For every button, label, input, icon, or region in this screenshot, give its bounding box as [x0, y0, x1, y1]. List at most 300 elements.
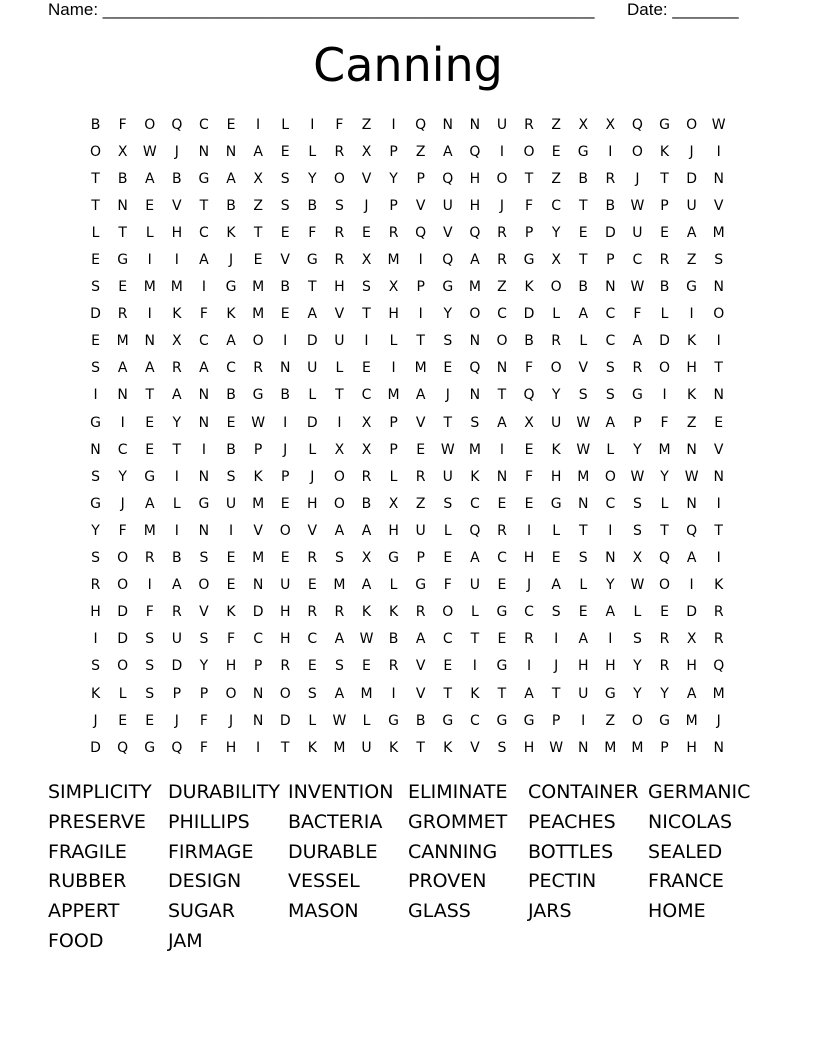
grid-letter: Q	[523, 387, 535, 404]
grid-letter: D	[90, 306, 101, 323]
grid-letter: T	[91, 170, 100, 187]
word-bank-item: SUGAR	[168, 900, 235, 923]
grid-letter: Z	[551, 116, 561, 133]
grid-letter: N	[713, 468, 724, 485]
grid-letter: T	[443, 685, 453, 702]
grid-letter: Q	[117, 739, 129, 756]
grid-letter: I	[93, 631, 98, 648]
grid-letter: B	[307, 197, 318, 214]
grid-letter: T	[443, 414, 453, 431]
grid-letter: F	[660, 414, 669, 431]
grid-letter: A	[172, 577, 182, 594]
grid-letter: R	[497, 522, 507, 539]
grid-letter: K	[687, 333, 697, 350]
grid-letter: G	[496, 658, 508, 675]
grid-letter: T	[308, 279, 317, 296]
grid-letter: T	[118, 224, 127, 241]
grid-letter: E	[91, 252, 100, 269]
grid-letter: L	[308, 712, 317, 729]
grid-letter: I	[364, 333, 369, 350]
grid-letter: G	[659, 712, 670, 729]
grid-letter: B	[659, 279, 670, 296]
grid-letter: S	[91, 279, 100, 296]
grid-letter: V	[415, 685, 426, 702]
letter-grid	[82, 111, 732, 761]
grid-letter: G	[415, 577, 427, 594]
grid-letter: E	[145, 712, 155, 729]
grid-letter: T	[416, 739, 425, 756]
grid-letter: R	[659, 252, 670, 269]
grid-letter: T	[497, 685, 507, 702]
grid-letter: G	[388, 712, 399, 729]
grid-letter: M	[252, 550, 265, 567]
grid-letter: N	[279, 360, 291, 377]
grid-letter: B	[280, 279, 290, 296]
grid-letter: J	[445, 387, 450, 404]
grid-letter: Z	[415, 143, 426, 160]
grid-letter: P	[416, 170, 425, 187]
grid-letter: F	[633, 306, 642, 323]
grid-letter: R	[307, 604, 318, 621]
grid-letter: I	[716, 495, 721, 512]
grid-letter: M	[387, 387, 400, 404]
grid-letter: R	[334, 252, 345, 269]
grid-letter: I	[608, 143, 613, 160]
grid-letter: I	[472, 658, 477, 675]
word-bank-item: PROVEN	[408, 870, 487, 893]
grid-letter: P	[253, 441, 263, 458]
grid-letter: P	[524, 224, 534, 241]
grid-letter: G	[90, 495, 101, 512]
word-bank-item: PHILLIPS	[168, 810, 250, 833]
grid-letter: P	[416, 550, 425, 567]
grid-letter: L	[172, 495, 181, 512]
grid-letter: A	[470, 252, 480, 269]
grid-letter: E	[118, 279, 128, 296]
grid-letter: V	[307, 522, 318, 539]
grid-letter: A	[334, 522, 345, 539]
grid-letter: X	[253, 170, 263, 187]
grid-letter: H	[334, 279, 345, 296]
grid-letter: A	[497, 414, 507, 431]
grid-letter: V	[415, 414, 426, 431]
grid-letter: E	[443, 550, 453, 567]
grid-letter: E	[714, 414, 724, 431]
grid-letter: C	[632, 252, 643, 269]
grid-letter: G	[550, 495, 562, 512]
grid-letter: T	[199, 197, 209, 214]
grid-letter: K	[172, 306, 182, 323]
grid-letter: R	[171, 604, 182, 621]
grid-letter: A	[144, 360, 155, 377]
grid-letter: H	[307, 495, 318, 512]
grid-letter: O	[252, 333, 264, 350]
grid-letter: T	[578, 252, 588, 269]
grid-letter: N	[252, 712, 264, 729]
grid-letter: W	[630, 577, 645, 594]
grid-letter: O	[442, 604, 454, 621]
grid-letter: W	[684, 468, 699, 485]
grid-letter: Q	[415, 116, 427, 133]
grid-letter: I	[147, 306, 152, 323]
grid-letter: I	[554, 631, 559, 648]
word-bank-item: JARS	[528, 900, 572, 923]
grid-letter: A	[686, 685, 697, 702]
grid-letter: E	[145, 414, 155, 431]
grid-letter: Q	[469, 522, 481, 539]
grid-letter: E	[145, 441, 155, 458]
grid-letter: R	[632, 360, 643, 377]
grid-letter: Q	[631, 116, 643, 133]
grid-letter: M	[143, 279, 156, 296]
grid-letter: N	[117, 197, 128, 214]
grid-letter: X	[632, 550, 643, 567]
grid-letter: K	[361, 604, 372, 621]
grid-letter: X	[551, 252, 561, 269]
grid-letter: I	[662, 387, 667, 404]
grid-letter: L	[308, 441, 317, 458]
grid-letter: J	[174, 143, 179, 160]
grid-letter: G	[225, 279, 237, 296]
grid-letter: E	[497, 495, 507, 512]
grid-letter: T	[280, 739, 290, 756]
grid-letter: H	[225, 739, 237, 756]
grid-letter: N	[252, 685, 264, 702]
grid-letter: B	[226, 441, 236, 458]
grid-letter: V	[713, 441, 724, 458]
grid-letter: F	[525, 197, 534, 214]
grid-letter: R	[713, 604, 724, 621]
grid-letter: O	[713, 306, 725, 323]
grid-letter: I	[201, 279, 206, 296]
grid-letter: U	[334, 333, 345, 350]
grid-letter: J	[499, 197, 505, 214]
grid-letter: E	[253, 252, 263, 269]
grid-letter: L	[308, 387, 317, 404]
grid-letter: C	[117, 441, 128, 458]
grid-letter: B	[172, 170, 182, 187]
grid-letter: Z	[605, 712, 616, 729]
grid-letter: E	[307, 658, 317, 675]
grid-letter: W	[142, 143, 157, 160]
grid-letter: I	[608, 631, 613, 648]
grid-letter: I	[283, 333, 288, 350]
grid-letter: D	[306, 333, 318, 350]
grid-letter: S	[714, 252, 724, 269]
grid-letter: L	[335, 360, 344, 377]
grid-letter: D	[279, 712, 291, 729]
grid-letter: H	[523, 739, 535, 756]
grid-letter: Y	[633, 685, 642, 702]
grid-letter: M	[468, 441, 481, 458]
grid-letter: I	[716, 550, 721, 567]
grid-letter: P	[416, 279, 425, 296]
grid-letter: G	[523, 712, 535, 729]
grid-letter: A	[144, 495, 155, 512]
grid-letter: M	[468, 279, 481, 296]
grid-letter: S	[497, 739, 507, 756]
grid-letter: N	[198, 468, 210, 485]
grid-letter: V	[415, 658, 426, 675]
name-field-label: Name: ____________________________________________________	[48, 0, 595, 19]
grid-letter: I	[174, 252, 179, 269]
grid-letter: C	[226, 360, 236, 377]
grid-letter: C	[605, 306, 616, 323]
grid-letter: E	[551, 143, 561, 160]
grid-letter: P	[253, 658, 263, 675]
grid-letter: E	[226, 577, 236, 594]
grid-letter: L	[443, 522, 452, 539]
word-bank-item: HOME	[648, 900, 706, 923]
grid-letter: I	[120, 414, 125, 431]
grid-letter: T	[714, 522, 723, 539]
grid-letter: R	[605, 170, 616, 187]
grid-letter: P	[551, 712, 561, 729]
grid-letter: S	[334, 197, 344, 214]
grid-letter: S	[605, 360, 615, 377]
grid-letter: K	[470, 685, 480, 702]
grid-letter: A	[605, 414, 616, 431]
grid-letter: N	[469, 387, 481, 404]
grid-letter: G	[604, 685, 616, 702]
grid-letter: S	[443, 495, 453, 512]
grid-letter: P	[389, 441, 398, 458]
grid-letter: Z	[551, 170, 561, 187]
grid-letter: Q	[713, 658, 725, 675]
grid-letter: S	[605, 387, 615, 404]
grid-letter: C	[442, 631, 453, 648]
grid-letter: X	[361, 441, 372, 458]
grid-letter: P	[606, 252, 615, 269]
grid-letter: E	[443, 360, 453, 377]
word-bank-item: ELIMINATE	[408, 781, 508, 803]
grid-letter: S	[632, 522, 642, 539]
grid-letter: E	[578, 224, 588, 241]
grid-letter: M	[604, 739, 617, 756]
grid-letter: T	[578, 197, 588, 214]
grid-letter: U	[442, 197, 453, 214]
grid-letter: N	[686, 441, 697, 458]
grid-letter: G	[523, 252, 535, 269]
grid-letter: R	[659, 631, 670, 648]
grid-letter: S	[443, 333, 453, 350]
grid-letter: E	[497, 631, 507, 648]
grid-letter: U	[551, 414, 562, 431]
grid-letter: E	[551, 550, 561, 567]
grid-letter: A	[144, 170, 155, 187]
grid-letter: F	[145, 604, 154, 621]
grid-letter: O	[90, 143, 102, 160]
grid-letter: B	[172, 550, 182, 567]
grid-letter: C	[253, 631, 263, 648]
grid-letter: A	[361, 522, 372, 539]
grid-letter: U	[632, 224, 643, 241]
grid-letter: E	[660, 604, 669, 621]
grid-letter: H	[388, 522, 399, 539]
grid-letter: D	[604, 224, 616, 241]
grid-letter: I	[147, 577, 152, 594]
grid-letter: A	[578, 306, 589, 323]
grid-letter: G	[496, 712, 508, 729]
grid-letter: O	[117, 658, 129, 675]
grid-letter: R	[524, 116, 534, 133]
grid-letter: K	[714, 577, 724, 594]
grid-letter: O	[279, 685, 291, 702]
grid-letter: S	[551, 604, 561, 621]
grid-letter: T	[362, 306, 371, 323]
grid-letter: N	[198, 387, 210, 404]
grid-letter: Z	[497, 279, 507, 296]
grid-letter: X	[605, 116, 616, 133]
word-bank-item: GROMMET	[408, 810, 508, 833]
grid-letter: N	[713, 387, 724, 404]
grid-letter: S	[91, 468, 100, 485]
grid-letter: S	[578, 550, 588, 567]
grid-letter: S	[145, 658, 155, 675]
grid-letter: N	[577, 495, 589, 512]
grid-letter: N	[90, 441, 101, 458]
grid-letter: X	[172, 333, 182, 350]
grid-letter: T	[497, 387, 507, 404]
grid-letter: C	[605, 333, 616, 350]
grid-letter: S	[578, 387, 588, 404]
grid-letter: M	[143, 522, 156, 539]
grid-letter: R	[334, 143, 345, 160]
grid-letter: F	[335, 116, 344, 133]
grid-letter: H	[388, 306, 399, 323]
grid-letter: S	[226, 468, 236, 485]
grid-letter: Q	[469, 224, 481, 241]
grid-letter: G	[631, 387, 643, 404]
grid-letter: Q	[415, 224, 427, 241]
grid-letter: U	[415, 522, 426, 539]
grid-letter: O	[333, 468, 345, 485]
grid-letter: O	[225, 685, 237, 702]
grid-letter: M	[414, 360, 427, 377]
grid-letter: R	[171, 360, 182, 377]
grid-letter: N	[605, 550, 616, 567]
grid-letter: L	[389, 577, 398, 594]
grid-letter: D	[686, 604, 697, 621]
grid-letter: D	[306, 414, 318, 431]
grid-letter: L	[470, 604, 479, 621]
grid-letter: N	[496, 360, 508, 377]
grid-letter: D	[686, 170, 697, 187]
grid-letter: M	[577, 468, 590, 485]
grid-letter: R	[144, 550, 155, 567]
grid-letter: E	[280, 224, 290, 241]
word-bank-item: DURABLE	[288, 840, 378, 863]
grid-letter: W	[711, 116, 726, 133]
grid-letter: E	[280, 306, 290, 323]
grid-letter: C	[307, 631, 318, 648]
grid-letter: K	[687, 387, 697, 404]
grid-letter: M	[631, 739, 644, 756]
grid-letter: A	[361, 577, 372, 594]
grid-letter: Z	[686, 414, 697, 431]
grid-letter: K	[443, 739, 453, 756]
grid-letter: O	[686, 116, 698, 133]
grid-letter: L	[91, 224, 100, 241]
grid-letter: I	[391, 685, 396, 702]
grid-letter: J	[120, 495, 125, 512]
grid-letter: O	[631, 712, 643, 729]
grid-letter: I	[608, 522, 613, 539]
grid-letter: X	[117, 143, 128, 160]
grid-letter: N	[713, 170, 724, 187]
grid-letter: W	[576, 414, 591, 431]
grid-letter: G	[388, 550, 399, 567]
grid-letter: K	[226, 224, 236, 241]
grid-letter: M	[658, 441, 671, 458]
grid-letter: E	[307, 577, 317, 594]
grid-letter: L	[552, 522, 561, 539]
word-bank-item: PRESERVE	[48, 810, 146, 833]
grid-letter: A	[415, 631, 426, 648]
grid-letter: P	[660, 739, 669, 756]
word-bank-item: FRANCE	[648, 870, 724, 893]
grid-letter: Y	[118, 468, 127, 485]
grid-letter: G	[686, 279, 698, 296]
grid-letter: Y	[172, 414, 182, 431]
grid-letter: Q	[469, 143, 481, 160]
grid-letter: G	[144, 468, 156, 485]
grid-letter: J	[689, 143, 694, 160]
grid-letter: M	[712, 685, 725, 702]
grid-letter: G	[442, 279, 454, 296]
grid-letter: I	[310, 116, 315, 133]
grid-letter: L	[362, 712, 371, 729]
grid-letter: T	[551, 685, 561, 702]
grid-letter: G	[659, 116, 670, 133]
word-bank-item: INVENTION	[288, 781, 394, 803]
grid-letter: M	[387, 252, 400, 269]
grid-letter: E	[280, 550, 290, 567]
grid-letter: M	[360, 685, 373, 702]
grid-letter: L	[118, 685, 127, 702]
grid-letter: A	[307, 306, 318, 323]
grid-letter: H	[469, 197, 481, 214]
grid-letter: V	[415, 197, 426, 214]
grid-letter: A	[334, 631, 345, 648]
grid-letter: U	[307, 360, 318, 377]
grid-letter: K	[253, 468, 263, 485]
grid-letter: I	[256, 116, 261, 133]
grid-letter: W	[332, 712, 347, 729]
grid-letter: Q	[469, 360, 481, 377]
grid-letter: R	[497, 252, 507, 269]
grid-letter: L	[579, 577, 588, 594]
grid-letter: E	[226, 116, 236, 133]
grid-letter: F	[199, 306, 208, 323]
grid-letter: O	[659, 577, 671, 594]
grid-letter: J	[554, 658, 559, 675]
grid-letter: E	[362, 360, 371, 377]
grid-letter: X	[361, 550, 372, 567]
grid-letter: I	[499, 143, 505, 160]
grid-letter: N	[225, 143, 237, 160]
word-bank-item: CANNING	[408, 840, 498, 863]
grid-letter: R	[334, 224, 345, 241]
grid-letter: B	[90, 116, 101, 133]
grid-letter: S	[470, 414, 480, 431]
grid-letter: P	[389, 414, 398, 431]
grid-letter: H	[171, 224, 183, 241]
grid-letter: P	[660, 197, 669, 214]
grid-letter: O	[117, 550, 129, 567]
grid-letter: Y	[660, 468, 669, 485]
grid-letter: H	[225, 658, 237, 675]
